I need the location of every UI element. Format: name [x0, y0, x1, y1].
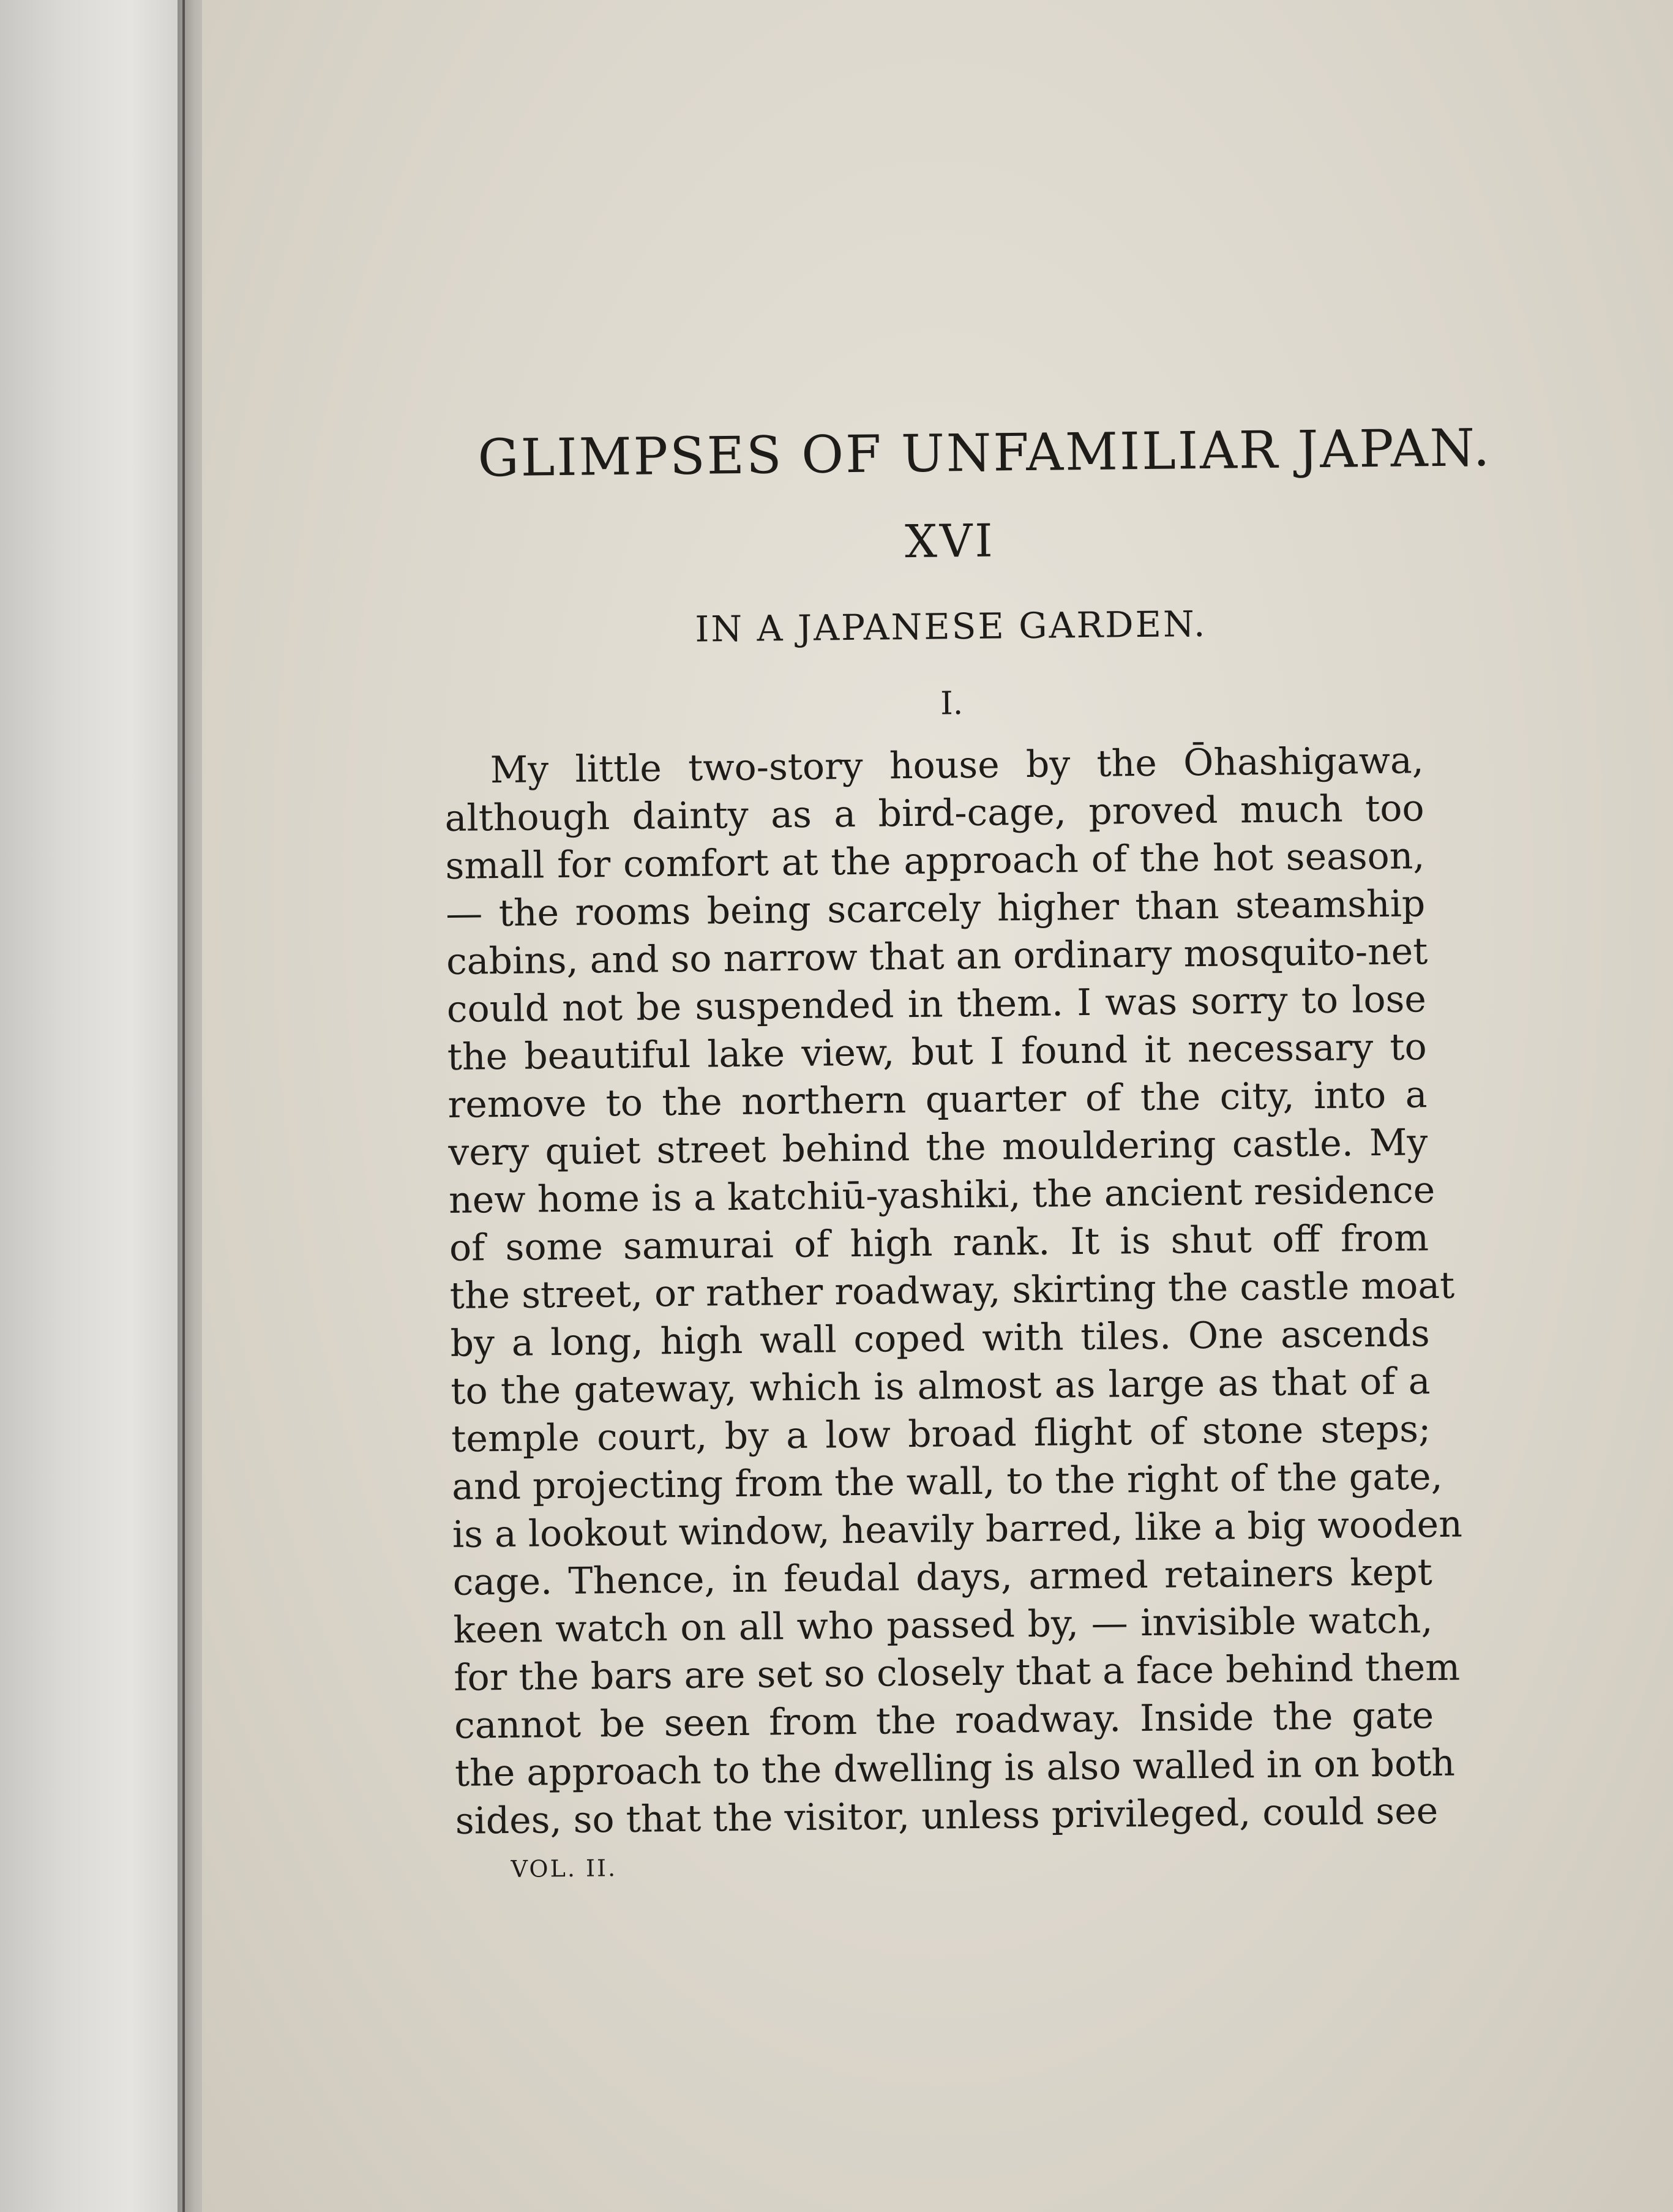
body-line: very quiet street behind the mouldering castle. My	[448, 1121, 1428, 1174]
body-line: by a long, high wall coped with tiles. One ascends	[450, 1312, 1430, 1365]
book-title: GLIMPSES OF UNFAMILIAR JAPAN.	[477, 418, 1492, 489]
page-text-block	[441, 418, 1492, 1883]
body-line: could not be suspended in them. I was sorry to lose	[446, 978, 1427, 1031]
chapter-number: XVI	[904, 514, 996, 569]
body-line: the street, or rather roadway, skirting the castle moat	[449, 1264, 1455, 1318]
body-line: although dainty as a bird-cage, proved much too	[444, 787, 1424, 840]
section-number: I.	[940, 685, 964, 722]
body-line: remove to the northern quarter of the city, into a	[447, 1073, 1428, 1127]
body-line: temple court, by a low broad flight of stone steps;	[451, 1408, 1431, 1461]
body-line: — the rooms being scarcely higher than steamship	[445, 882, 1426, 935]
volume-signature: VOL. II.	[511, 1854, 618, 1883]
body-line: new home is a katchiū-yashiki, the ancient residence	[448, 1169, 1435, 1222]
body-line: keen watch on all who passed by, — invisible watch,	[453, 1599, 1433, 1652]
body-line: My little two-story house by the Ōhashigawa,	[490, 739, 1424, 792]
body-line: sides, so that the visitor, unless privileged, could see	[455, 1790, 1439, 1843]
body-line: of some samurai of high rank. It is shut off from	[449, 1217, 1429, 1270]
body-line: and projecting from the wall, to the right of the gate,	[451, 1455, 1443, 1509]
body-line: small for comfort at the approach of the hot season,	[445, 834, 1425, 888]
body-line: cabins, and so narrow that an ordinary mosquito-net	[446, 930, 1428, 983]
body-line: for the bars are set so closely that a face behind them	[454, 1646, 1461, 1700]
body-paragraph	[444, 737, 1463, 1845]
body-line: is a lookout window, heavily barred, like a big wooden	[452, 1502, 1463, 1556]
body-line: the approach to the dwelling is also walled in on both	[454, 1741, 1456, 1795]
gutter-crease	[182, 0, 185, 2212]
body-line: cannot be seen from the roadway. Inside the gate	[454, 1694, 1434, 1747]
left-page	[0, 0, 187, 2212]
body-line: to the gateway, which is almost as large as that of a	[451, 1360, 1431, 1413]
body-line: cage. Thence, in feudal days, armed retainers kept	[452, 1551, 1433, 1604]
chapter-title: IN A JAPANESE GARDEN.	[695, 602, 1207, 650]
body-line: the beautiful lake view, but I found it necessary to	[447, 1025, 1428, 1079]
